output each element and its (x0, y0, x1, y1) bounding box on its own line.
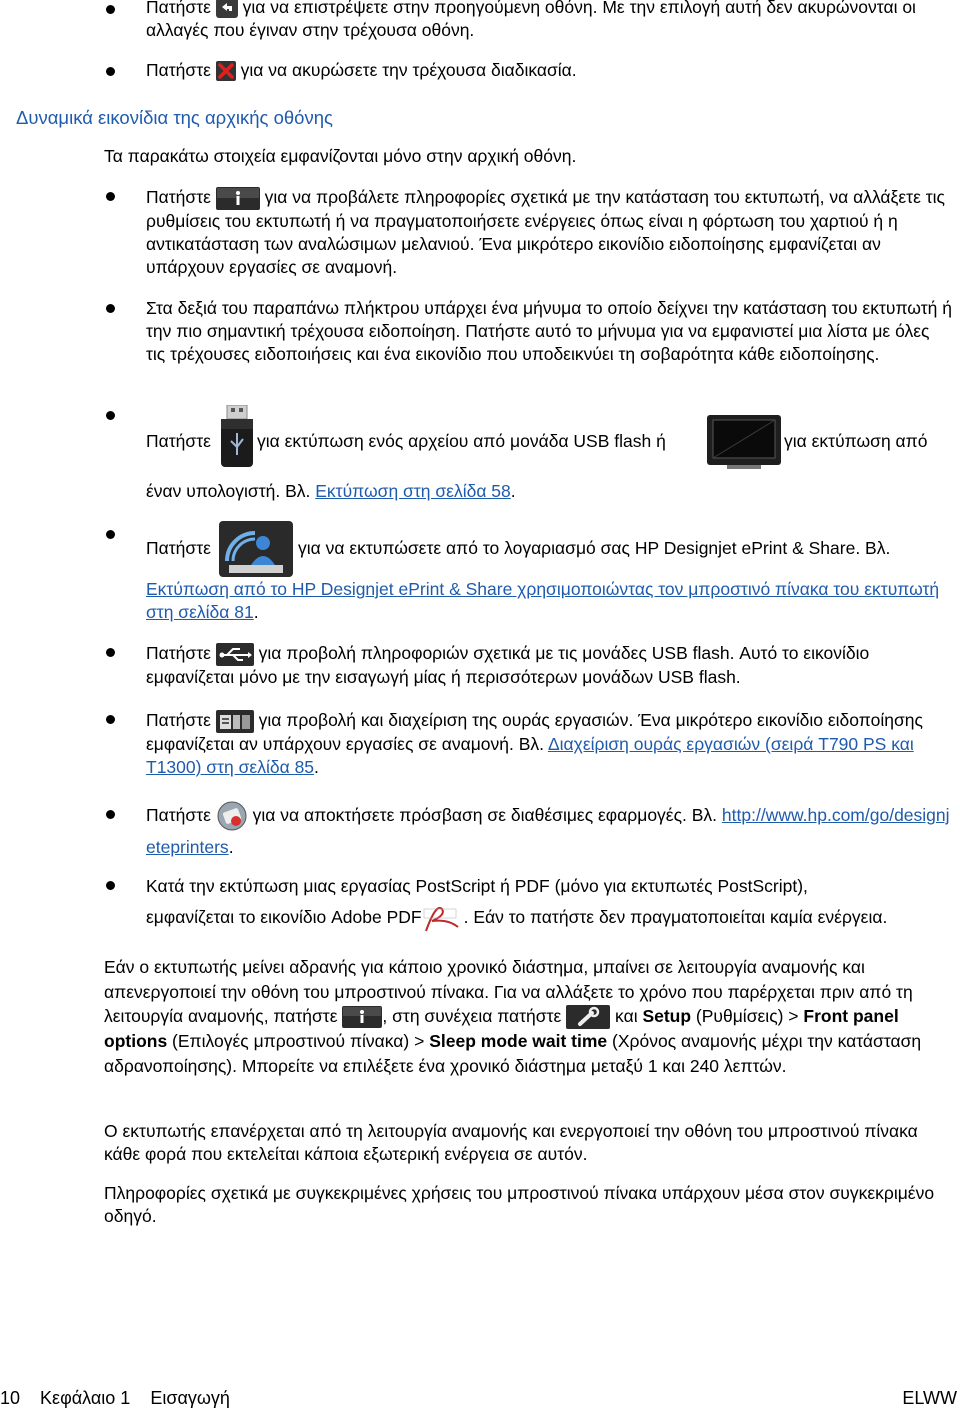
page-number: 10 (0, 1388, 21, 1408)
info-icon (342, 1006, 382, 1028)
link-hp-designjet-eprinters[interactable]: http://www.hp.com/go/designjeteprinters (146, 805, 950, 858)
bullet-marker (106, 715, 115, 724)
eprint-bullet: Πατήστε για να εκτυπώσετε από το λογαριασμό σας HP Designjet ePrint & Share. Βλ. (146, 521, 952, 577)
sleep-paragraph: Εάν ο εκτυπωτής μείνει αδρανής για κάποιο χρονικό διάστημα, μπαίνει σε λειτουργία αναμονής και απενεργοποιεί την οθόνη του μπροστινού πίνακα. Για να αλλάξετε το χρόνο που παρέρχεται πριν από τη λειτουργία αναμονής, πατήστε , στη συνέχεια πατήστε και Setup (Ρυθμίσεις) > Front panel options (Επιλογές μπροστινού πίνακα) > Sleep mode wait time (Χρόνος αναμονής μέχρι την κατάσταση αδρανοποίησης). Μπορείτε να επιλέξετε ένα χρονικό διάστημα μεταξύ 1 και 240 λεπτών. (104, 957, 922, 1076)
chapter-label: Κεφάλαιο 1 (40, 1388, 131, 1408)
info-icon (216, 187, 260, 210)
pdf-bullet-line1: Κατά την εκτύπωση μιας εργασίας PostScript ή PDF (μόνο για εκτυπωτές PostScript), (146, 876, 808, 896)
wrench-settings-icon (566, 1005, 610, 1029)
bullet-marker (106, 881, 115, 890)
bullet-marker (106, 648, 115, 657)
usb-print-bullet: Πατήστε για εκτύπωση ενός αρχείου από μονάδα USB flash ή για εκτύπωση από (146, 405, 952, 475)
chapter-title: Εισαγωγή (150, 1388, 230, 1408)
bullet-marker (106, 304, 115, 313)
bullet-marker (106, 192, 115, 201)
back-bullet: Πατήστε για να επιστρέψετε στην προηγούμενη οθόνη. Με την επιλογή αυτή δεν ακυρώνονται οι αλλαγές που έγιναν στην τρέχουσα οθόνη. (146, 0, 916, 40)
usb-flash-drive-icon (219, 405, 255, 469)
job-queue-icon (216, 710, 254, 733)
cancel-bullet: Πατήστε για να ακυρώσετε την τρέχουσα διαδικασία. (146, 60, 577, 80)
computer-monitor-icon (707, 415, 781, 469)
bullet-marker (106, 411, 115, 420)
bullet-marker (106, 67, 115, 76)
bullet-marker (106, 5, 115, 14)
more-info-paragraph: Πληροφορίες σχετικά με συγκεκριμένες χρήσεις του μπροστινού πίνακα υπάρχουν μέσα στον συγκεκριμένο οδηγό. (104, 1183, 935, 1226)
applications-icon (216, 800, 248, 832)
cancel-x-icon (216, 61, 236, 81)
eprint-share-icon (219, 521, 293, 577)
adobe-pdf-icon (422, 901, 464, 935)
section-heading: Δυναμικά εικονίδια της αρχικής οθόνης (16, 107, 333, 128)
link-eprint-page-81[interactable]: Εκτύπωση από το HP Designjet ePrint & Share χρησιμοποιώντας τον μπροστινό πίνακα του εκτυπωτή στη σελίδα 81 (146, 579, 940, 622)
status-bullet: Στα δεξιά του παραπάνω πλήκτρου υπάρχει ένα μήνυμα το οποίο δείχνει την κατάσταση του εκτυπωτή ή την πιο σημαντική τρέχουσα ειδοποίηση. Πατήστε αυτό το μήνυμα για να εμφανιστεί μια λίστα με όλες τις τρέχουσες ειδοποιήσεις και ένα εικονίδιο που υποδεικνύει τη σοβαρότητα κάθε ειδοποίησης. (146, 298, 952, 364)
pdf-bullet-line2: εμφανίζεται το εικονίδιο Adobe PDF . Εάν το πατήστε δεν πραγματοποιείται καμία ενέργεια. (146, 900, 952, 935)
usb-print-bullet-line2: έναν υπολογιστή. Βλ. Εκτύπωση στη σελίδα 58. (146, 481, 516, 501)
bullet-marker (106, 810, 115, 819)
back-arrow-icon (216, 0, 238, 18)
link-print-page-58[interactable]: Εκτύπωση στη σελίδα 58 (315, 481, 511, 501)
wake-paragraph: Ο εκτυπωτής επανέρχεται από τη λειτουργία αναμονής και ενεργοποιεί την οθόνη του μπροστινού πίνακα κάθε φορά που εκτελείται κάποια εξωτερική ενέργεια σε αυτόν. (104, 1121, 918, 1164)
apps-bullet: Πατήστε για να αποκτήσετε πρόσβαση σε διαθέσιμες εφαρμογές. Βλ. http://www.hp.com/go/designjeteprinters. (146, 800, 952, 862)
link-job-queue-page-85[interactable]: Διαχείριση ουράς εργασιών (σειρά T790 PS και T1300) στη σελίδα 85 (146, 733, 914, 777)
queue-bullet: Πατήστε για προβολή και διαχείριση της ουράς εργασιών. Ένα μικρότερο εικονίδιο ειδοποίησης εμφανίζεται αν υπάρχουν εργασίες σε αναμονή. Βλ. Διαχείριση ουράς εργασιών (σειρά T790 PS και T1300) στη σελίδα 85. (146, 710, 923, 777)
bullet-marker (106, 530, 115, 539)
info-bullet: Πατήστε για να προβάλετε πληροφορίες σχετικά με την κατάσταση του εκτυπωτή, να αλλάξετε τις ρυθμίσεις του εκτυπωτή ή να πραγματοποιήσετε ενέργειες όπως είναι η φόρτωση του χαρτιού ή η αντικατάσταση των αναλώσιμων μελανιού. Ένα μικρότερο εικονίδιο ειδοποίησης εμφανίζεται αν υπάρχουν εργασίες σε αναμονή. (146, 187, 945, 277)
section-intro: Τα παρακάτω στοιχεία εμφανίζονται μόνο στην αρχική οθόνη. (104, 146, 577, 166)
doc-code: ELWW (902, 1388, 957, 1408)
eprint-bullet-link-line: Εκτύπωση από το HP Designjet ePrint & Share χρησιμοποιώντας τον μπροστινό πίνακα του εκτυπωτή στη σελίδα 81. (146, 579, 940, 622)
usb-info-bullet: Πατήστε για προβολή πληροφοριών σχετικά με τις μονάδες USB flash. Αυτό το εικονίδιο εμφανίζεται μόνο με την εισαγωγή μίας ή περισσότερων μονάδων USB flash. (146, 643, 870, 687)
usb-symbol-icon (216, 643, 254, 666)
